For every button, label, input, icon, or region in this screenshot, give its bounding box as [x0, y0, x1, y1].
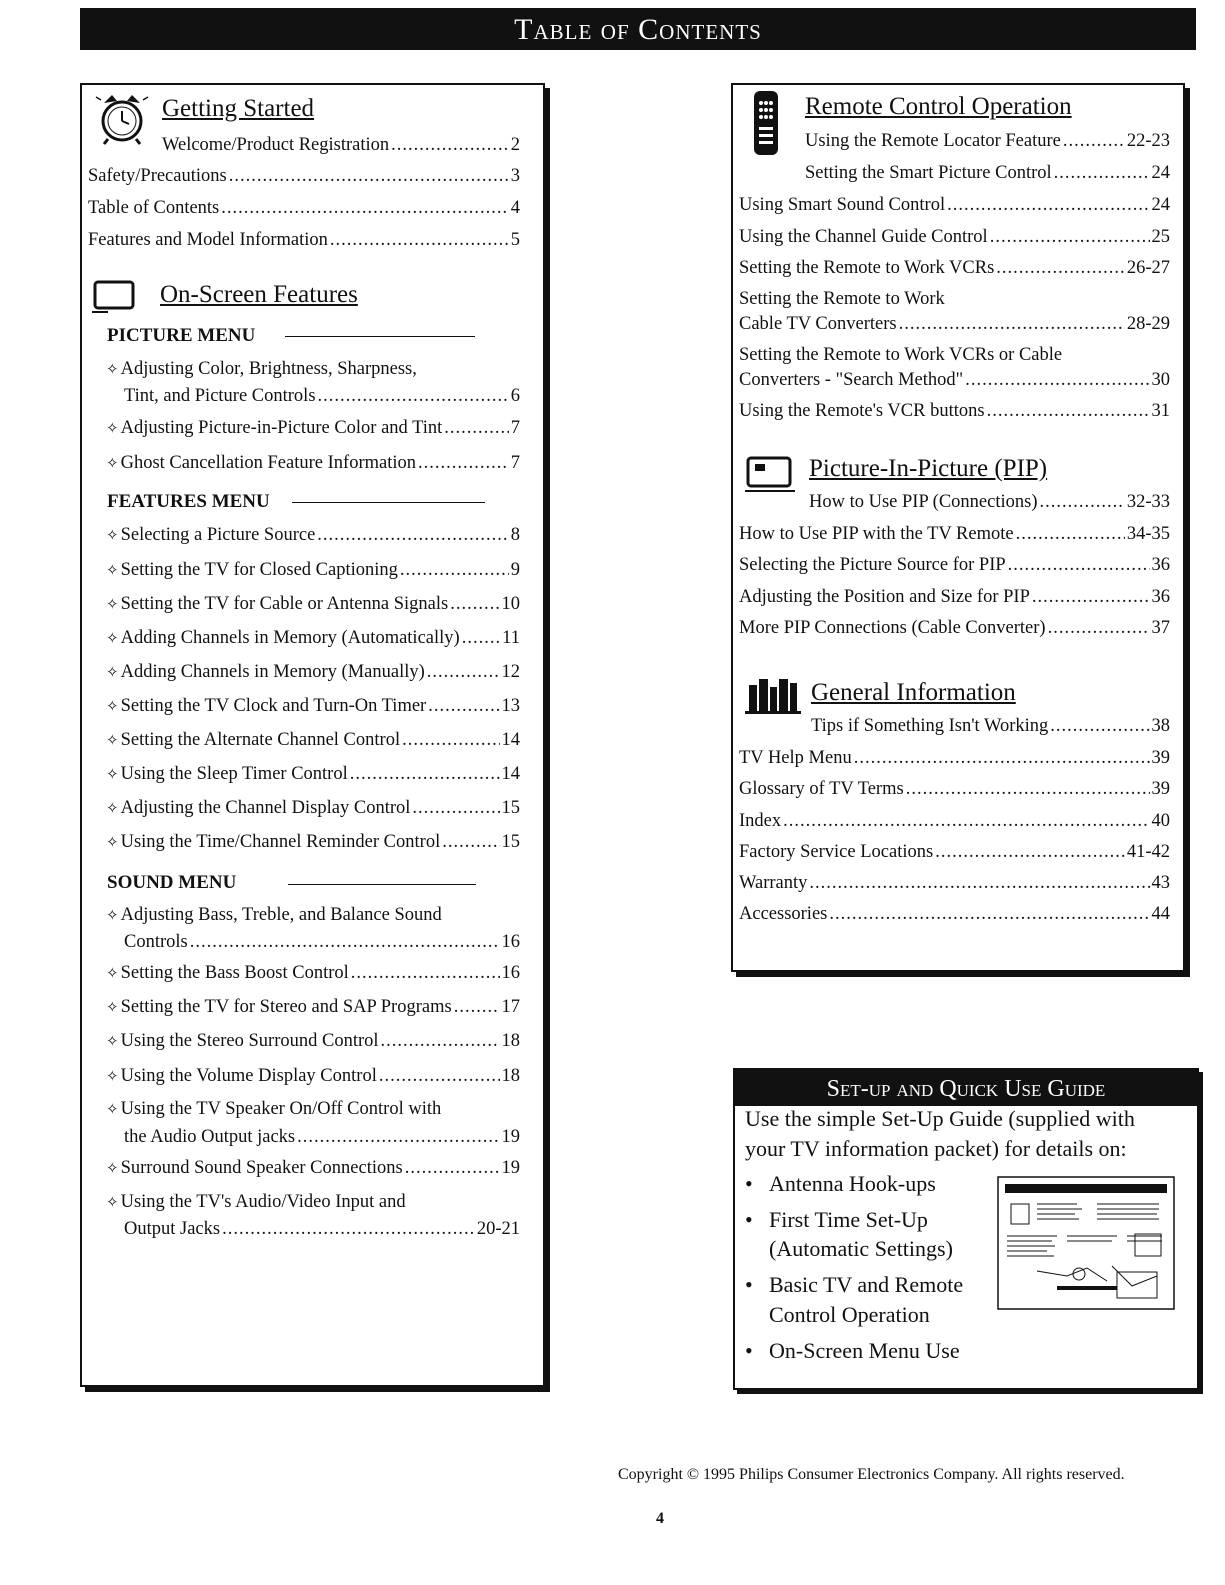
toc-entry: ✧ Surround Sound Speaker Connections ..... 19 — [106, 1158, 520, 1179]
toc-entry: ✧ Adjusting the Channel Display Control ..... 15 — [106, 798, 520, 819]
toc-entry-line: ✧ Using the TV's Audio/Video Input and — [106, 1192, 406, 1212]
toc-entry: ✧ Adding Channels in Memory (Automatically) ..... 11 — [106, 628, 520, 649]
toc-entry-line: ✧ Adjusting Color, Brightness, Sharpness, — [106, 359, 417, 379]
guide-bullet-cont: (Automatic Settings) — [769, 1236, 953, 1261]
toc-entry: ✧ Adding Channels in Memory (Manually) ..... 12 — [106, 662, 520, 683]
toc-entry: Using the Remote's VCR buttons ..... 31 — [739, 401, 1170, 422]
toc-entry: Adjusting the Position and Size for PIP ..... 36 — [739, 587, 1170, 608]
toc-entry: ✧ Setting the TV Clock and Turn-On Timer ..... 13 — [106, 696, 520, 717]
toc-entry-line: ✧ Using the TV Speaker On/Off Control with — [106, 1099, 442, 1119]
toc-entry: ✧ Using the Volume Display Control ..... 18 — [106, 1066, 520, 1087]
guide-bullet: • First Time Set-Up — [745, 1207, 928, 1232]
alarm-clock-icon — [92, 89, 152, 145]
toc-entry: How to Use PIP (Connections) ..... 32-33 — [809, 492, 1170, 513]
toc-entry-line: Setting the Remote to Work — [739, 289, 945, 309]
toc-entry: Index ..... 40 — [739, 811, 1170, 832]
toc-entry: Cable TV Converters ..... 28-29 — [739, 314, 1170, 335]
toc-entry: ✧ Ghost Cancellation Feature Information ..... 7 — [106, 453, 520, 474]
toc-entry: ✧ Setting the TV for Stereo and SAP Programs ..... 17 — [106, 997, 520, 1018]
divider — [288, 884, 476, 885]
guide-bullet: • Antenna Hook-ups — [745, 1171, 936, 1196]
toc-entry: ✧ Using the Sleep Timer Control ..... 14 — [106, 764, 520, 785]
guide-bullet: • On-Screen Menu Use — [745, 1338, 960, 1363]
toc-entry: the Audio Output jacks ..... 19 — [124, 1127, 520, 1148]
toc-entry: How to Use PIP with the TV Remote ..... 34-35 — [739, 524, 1170, 545]
toc-entry: Safety/Precautions ..... 3 — [88, 166, 520, 187]
guide-bullet-cont: Control Operation — [769, 1302, 930, 1327]
guide-intro-line: Use the simple Set-Up Guide (supplied with — [745, 1106, 1135, 1131]
section-heading-getting-started: Getting Started — [162, 95, 315, 122]
guide-title: Set-up and Quick Use Guide — [735, 1070, 1197, 1106]
guide-intro-line: your TV information packet) for details on: — [745, 1136, 1127, 1161]
toc-entry: ✧ Using the Stereo Surround Control ..... 18 — [106, 1031, 520, 1052]
toc-entry: Converters - "Search Method" ..... 30 — [739, 370, 1170, 391]
section-heading-pip: Picture-In-Picture (PIP) — [809, 455, 1048, 482]
tv-screen-icon — [92, 279, 140, 315]
toc-entry: ✧ Setting the TV for Closed Captioning ..... 9 — [106, 560, 520, 581]
toc-entry: Setting the Remote to Work VCRs ..... 26-27 — [739, 258, 1170, 279]
toc-entry: Table of Contents ..... 4 — [88, 198, 520, 219]
toc-entry: Using Smart Sound Control ..... 24 — [739, 195, 1170, 216]
guide-bullet: • Basic TV and Remote — [745, 1272, 964, 1297]
copyright-notice: Copyright © 1995 Philips Consumer Electronics Company. All rights reserved. — [618, 1466, 1125, 1483]
books-icon — [745, 675, 801, 717]
right-contents-panel — [731, 83, 1185, 972]
remote-control-icon — [751, 89, 781, 159]
toc-entry: More PIP Connections (Cable Converter) ..... 37 — [739, 618, 1170, 639]
toc-entry: ✧ Setting the Bass Boost Control ..... 16 — [106, 963, 520, 984]
quick-use-guide-panel — [733, 1068, 1199, 1390]
divider — [285, 336, 475, 337]
toc-entry: Using the Remote Locator Feature ..... 22-23 — [805, 131, 1170, 152]
toc-entry: Using the Channel Guide Control ..... 25 — [739, 227, 1170, 248]
toc-entry: ✧ Adjusting Picture-in-Picture Color and Tint ..... 7 — [106, 418, 520, 439]
divider — [292, 502, 485, 503]
toc-entry: TV Help Menu ..... 39 — [739, 748, 1170, 769]
toc-entry: Output Jacks ..... 20-21 — [124, 1219, 520, 1240]
pip-screen-icon — [745, 455, 799, 495]
section-heading-on-screen-features: On-Screen Features — [160, 281, 358, 308]
page-title: Table of Contents — [80, 8, 1196, 50]
toc-entry: ✧ Setting the Alternate Channel Control ..... 14 — [106, 730, 520, 751]
toc-entry: Accessories ..... 44 — [739, 904, 1170, 925]
toc-entry: Setting the Smart Picture Control ..... 24 — [805, 163, 1170, 184]
toc-entry: ✧ Setting the TV for Cable or Antenna Signals ..... 10 — [106, 594, 520, 615]
toc-entry: Selecting the Picture Source for PIP ..... 36 — [739, 555, 1170, 576]
toc-entry: Glossary of TV Terms ..... 39 — [739, 779, 1170, 800]
toc-entry: Controls ..... 16 — [124, 932, 520, 953]
picture-menu-heading: PICTURE MENU — [107, 325, 256, 346]
toc-entry: Tips if Something Isn't Working ..... 38 — [811, 716, 1170, 737]
features-menu-heading: FEATURES MENU — [107, 491, 270, 512]
toc-entry: Warranty ..... 43 — [739, 873, 1170, 894]
sound-menu-heading: SOUND MENU — [107, 872, 237, 893]
toc-entry: Features and Model Information ..... 5 — [88, 230, 520, 251]
setup-guide-thumbnail — [997, 1176, 1175, 1310]
toc-entry-line: ✧ Adjusting Bass, Treble, and Balance Sound — [106, 905, 442, 925]
toc-entry: Factory Service Locations ..... 41-42 — [739, 842, 1170, 863]
toc-entry-line: Setting the Remote to Work VCRs or Cable — [739, 345, 1063, 365]
section-heading-remote-control: Remote Control Operation — [805, 93, 1072, 120]
section-heading-general-info: General Information — [811, 679, 1016, 706]
toc-entry: ✧ Using the Time/Channel Reminder Control ..... 15 — [106, 832, 520, 853]
toc-entry: Welcome/Product Registration ..... 2 — [162, 135, 520, 156]
toc-entry: Tint, and Picture Controls ..... 6 — [124, 386, 520, 407]
page-number: 4 — [656, 1510, 664, 1527]
toc-entry: ✧ Selecting a Picture Source ..... 8 — [106, 525, 520, 546]
left-contents-panel — [80, 83, 545, 1387]
